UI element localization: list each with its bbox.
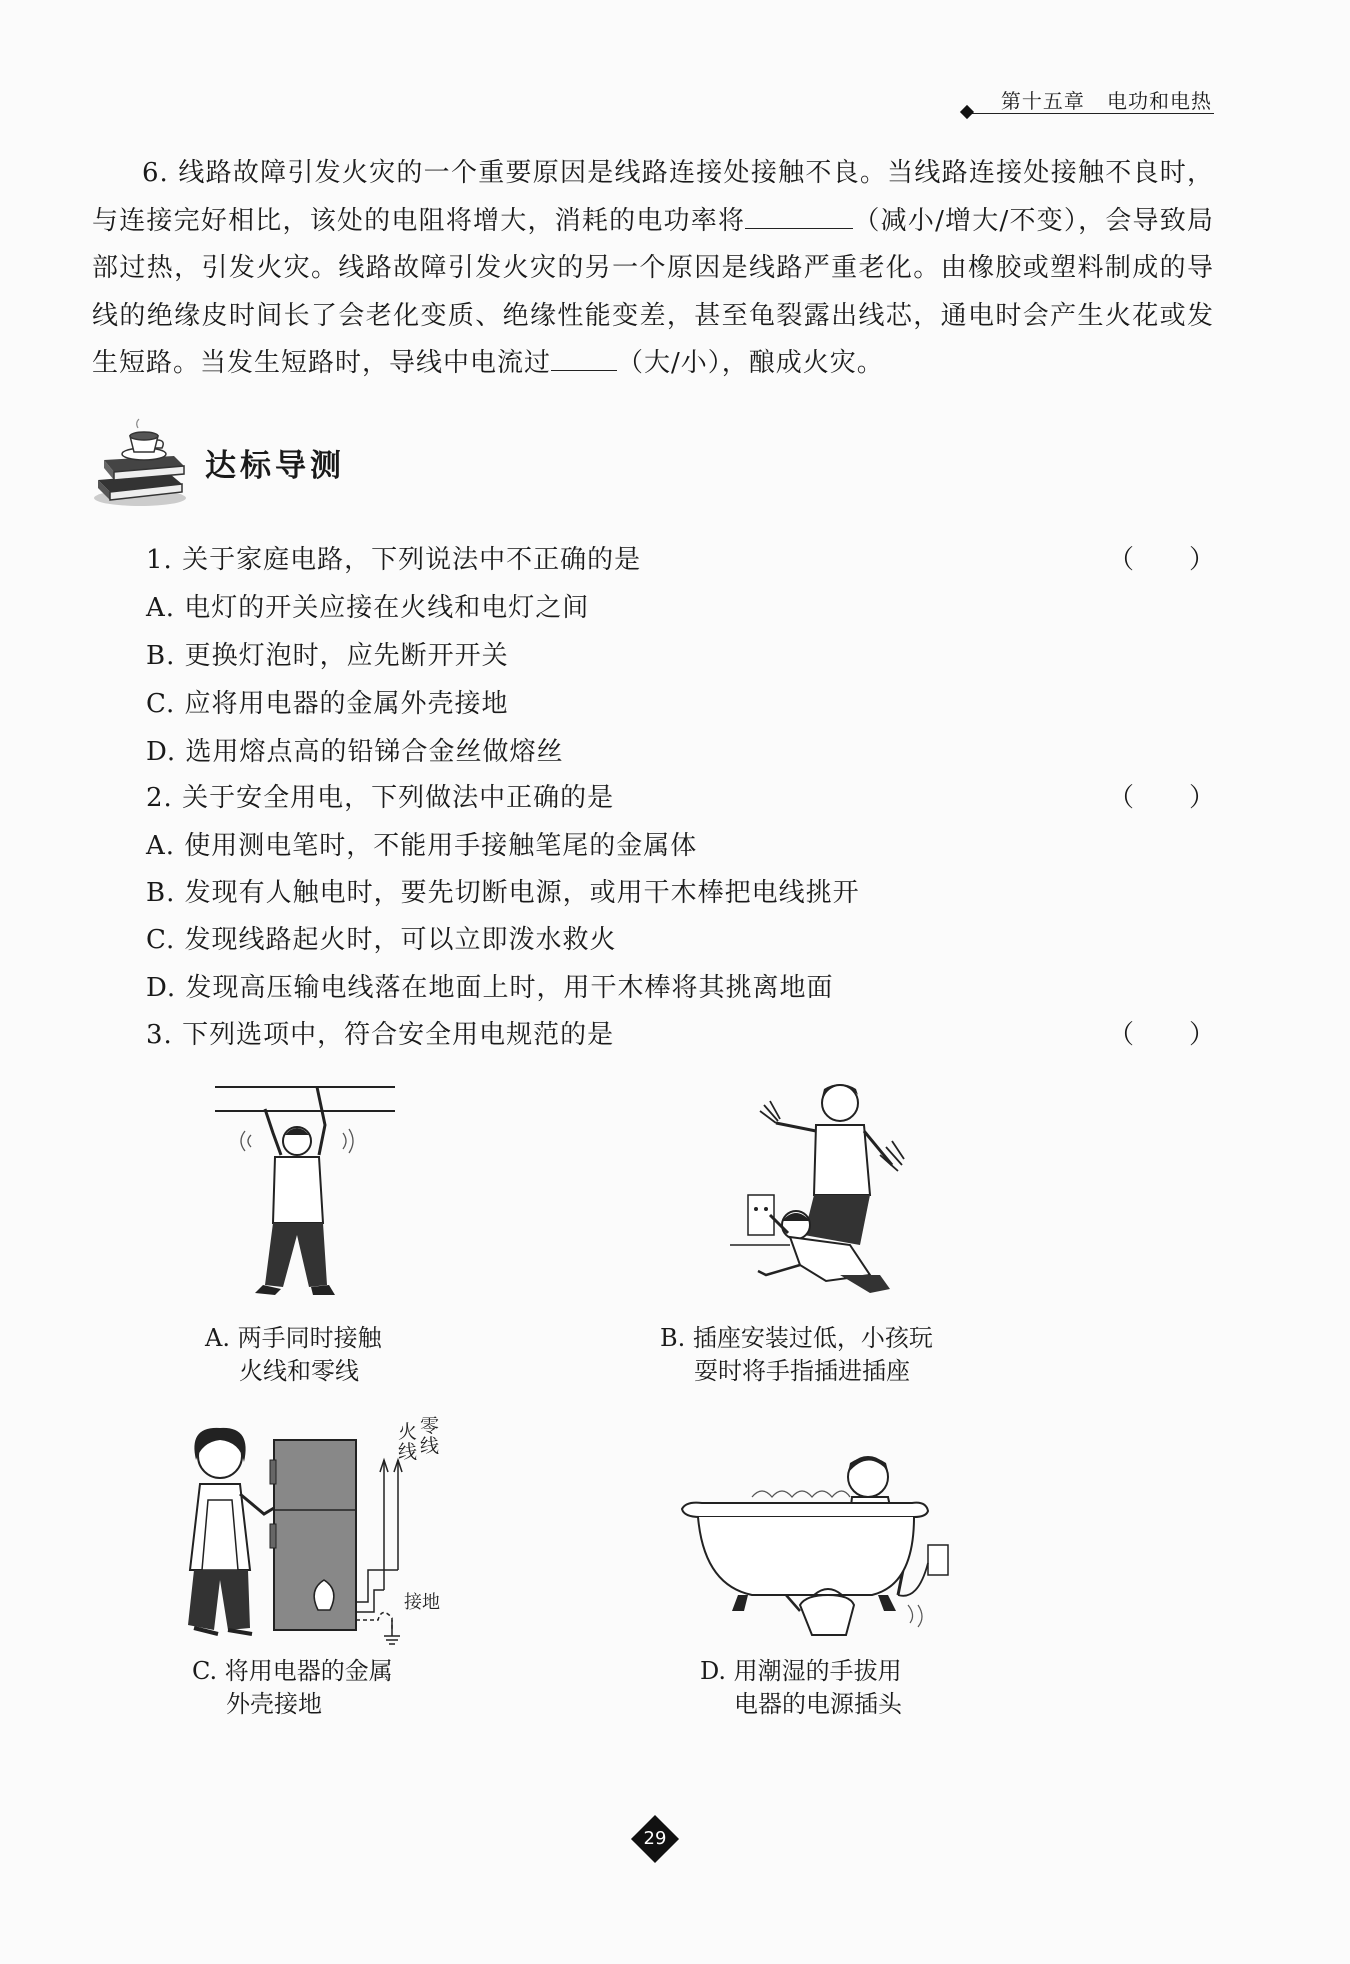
q3-answer-paren[interactable]: （ ） (1107, 1020, 1216, 1050)
books-cup-icon (90, 418, 190, 510)
page-number: 29 (643, 1828, 667, 1849)
figure-a-caption: A. 两手同时接触 火线和零线 (205, 1324, 382, 1385)
running-header (1001, 85, 1212, 114)
label-fire-line-2: 线 (398, 1441, 418, 1463)
q2-option-d: D. 发现高压输电线落在地面上时，用干木棒将其挑离地面 (146, 973, 834, 1003)
q2-option-c: C. 发现线路起火时，可以立即泼水救火 (146, 925, 617, 955)
figure-a-illustration (215, 1075, 405, 1305)
q6-text-part1: 6. 线路故障引发火灾的一个重要原因是线路连接处接触不良。当线路连接处接触不良时，与连接完好相比，该处的电阻将增大，消耗的电功率将 (92, 158, 1214, 236)
figure-d-illustration (682, 1445, 952, 1645)
label-fire-line: 火 (398, 1421, 418, 1443)
q1-option-c: C. 应将用电器的金属外壳接地 (146, 689, 509, 719)
question-2-stem: 2. 关于安全用电，下列做法中正确的是 （ ） (146, 778, 1216, 818)
question-6-paragraph (92, 150, 1214, 388)
q1-option-a: A. 电灯的开关应接在火线和电灯之间 (146, 593, 590, 623)
label-ground: 接地 (404, 1592, 440, 1613)
q2-option-a: A. 使用测电笔时，不能用手接触笔尾的金属体 (146, 831, 698, 861)
figure-b-illustration (730, 1075, 910, 1305)
chapter-title: 电功和电热 (1107, 89, 1212, 113)
chapter-number: 第十五章 (1000, 89, 1085, 113)
figure-c-illustration (178, 1415, 478, 1650)
figure-c-caption: C. 将用电器的金属 外壳接地 (192, 1657, 393, 1718)
label-zero-line-2: 线 (420, 1435, 440, 1457)
question-1-stem: 1. 关于家庭电路，下列说法中不正确的是 （ ） (146, 540, 1216, 580)
header-rule (968, 113, 1214, 114)
section-title: 达标导测 (205, 448, 345, 484)
q6-text-part3: （大/小），酿成火灾。 (617, 348, 884, 378)
q2-answer-paren[interactable]: （ ） (1107, 783, 1216, 813)
q6-blank-2 (551, 348, 617, 371)
header-diamond-icon (960, 105, 974, 119)
question-3-stem: 3. 下列选项中，符合安全用电规范的是 （ ） (146, 1015, 1216, 1055)
q6-text-part2: （减小/增大/不变），会导致局部过热，引发火灾。线路故障引发火灾的另一个原因是线路严重老化。由橡胶或塑料制成的导线的绝缘皮时间长了会老化变质、绝缘性能变差，甚至龟裂露出线芯，通电时会产生火花或发生短路。当发生短路时，导线中电流过 (92, 205, 1214, 378)
q1-option-b: B. 更换灯泡时，应先断开开关 (146, 641, 509, 671)
q1-option-d: D. 选用熔点高的铅锑合金丝做熔丝 (146, 737, 564, 767)
q6-blank-1 (745, 206, 853, 229)
figure-b-caption: B. 插座安装过低，小孩玩 耍时将手指插进插座 (660, 1324, 933, 1385)
q1-answer-paren[interactable]: （ ） (1107, 545, 1216, 575)
q2-option-b: B. 发现有人触电时，要先切断电源，或用干木棒把电线挑开 (146, 878, 860, 908)
label-zero-line: 零 (420, 1415, 440, 1437)
figure-d-caption: D. 用潮湿的手拔用 电器的电源插头 (700, 1657, 902, 1718)
